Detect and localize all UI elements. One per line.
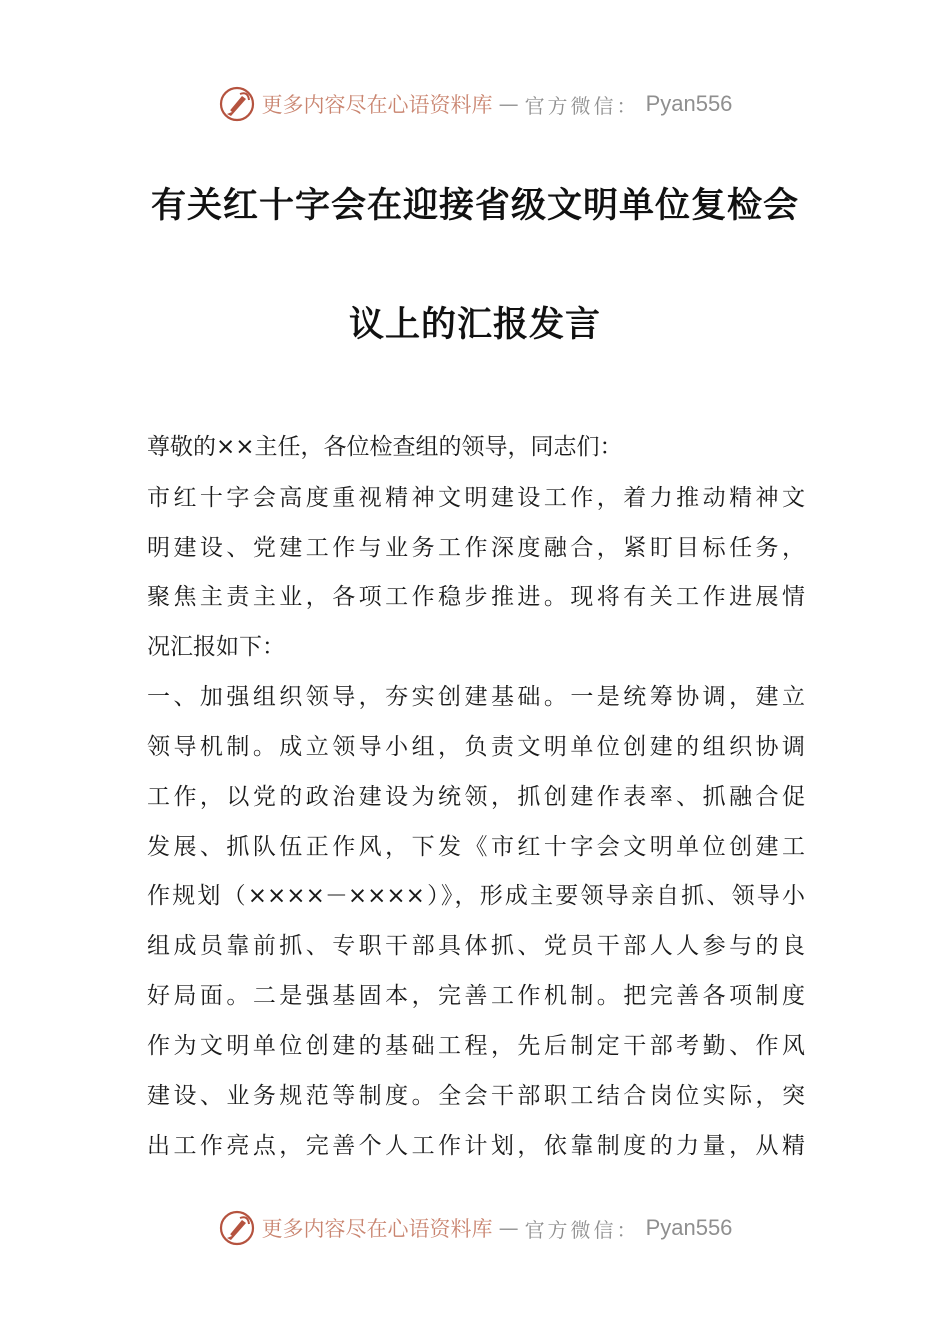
watermark-banner-bottom [0, 1206, 950, 1250]
body-line: 明建设、党建工作与业务工作深度融合，紧盯目标任务， [147, 535, 805, 561]
pen-logo-icon [218, 1209, 256, 1247]
watermark-banner-top [0, 82, 950, 126]
pen-logo-icon [218, 85, 256, 123]
watermark-wechat-label: 官方微信： [524, 93, 640, 118]
watermark-wechat-id: Pyan556 [645, 1215, 733, 1240]
watermark-brand: 更多内容尽在心语资料库 [261, 93, 493, 117]
body-line: 市红十字会高度重视精神文明建设工作，着力推动精神文 [147, 485, 805, 511]
body-line: 作规划（××××－××××）》，形成主要领导亲自抓、领导小 [147, 883, 805, 909]
body-line: 聚焦主责主业，各项工作稳步推进。现将有关工作进展情 [147, 584, 805, 610]
body-line: 况汇报如下： [147, 634, 285, 660]
salutation-line: 尊敬的××主任，各位检查组的领导，同志们： [147, 434, 623, 460]
body-line: 好局面。二是强基固本，完善工作机制。把完善各项制度 [147, 983, 805, 1009]
body-line: 发展、抓队伍正作风，下发《市红十字会文明单位创建工 [147, 834, 805, 860]
body-line: 组成员靠前抓、专职干部具体抓、党员干部人人参与的良 [147, 933, 805, 959]
document-title-line-1: 有关红十字会在迎接省级文明单位复检会 [150, 186, 799, 226]
body-line: 工作，以党的政治建设为统领，抓创建作表率、抓融合促 [147, 784, 805, 810]
body-line: 建设、业务规范等制度。全会干部职工结合岗位实际，突 [147, 1083, 805, 1109]
watermark-separator: — [498, 1216, 519, 1240]
body-line: 一、加强组织领导，夯实创建基础。一是统筹协调，建立 [147, 684, 805, 710]
watermark-wechat-id: Pyan556 [645, 91, 733, 116]
body-line: 出工作亮点，完善个人工作计划，依靠制度的力量，从精 [147, 1133, 805, 1159]
watermark-separator: — [498, 92, 519, 116]
document-title-line-2: 议上的汇报发言 [348, 305, 601, 345]
body-line: 领导机制。成立领导小组，负责文明单位创建的组织协调 [147, 734, 805, 760]
watermark-wechat-label: 官方微信： [524, 1217, 640, 1242]
watermark-brand: 更多内容尽在心语资料库 [261, 1217, 493, 1241]
body-line: 作为文明单位创建的基础工程，先后制定干部考勤、作风 [147, 1033, 805, 1059]
